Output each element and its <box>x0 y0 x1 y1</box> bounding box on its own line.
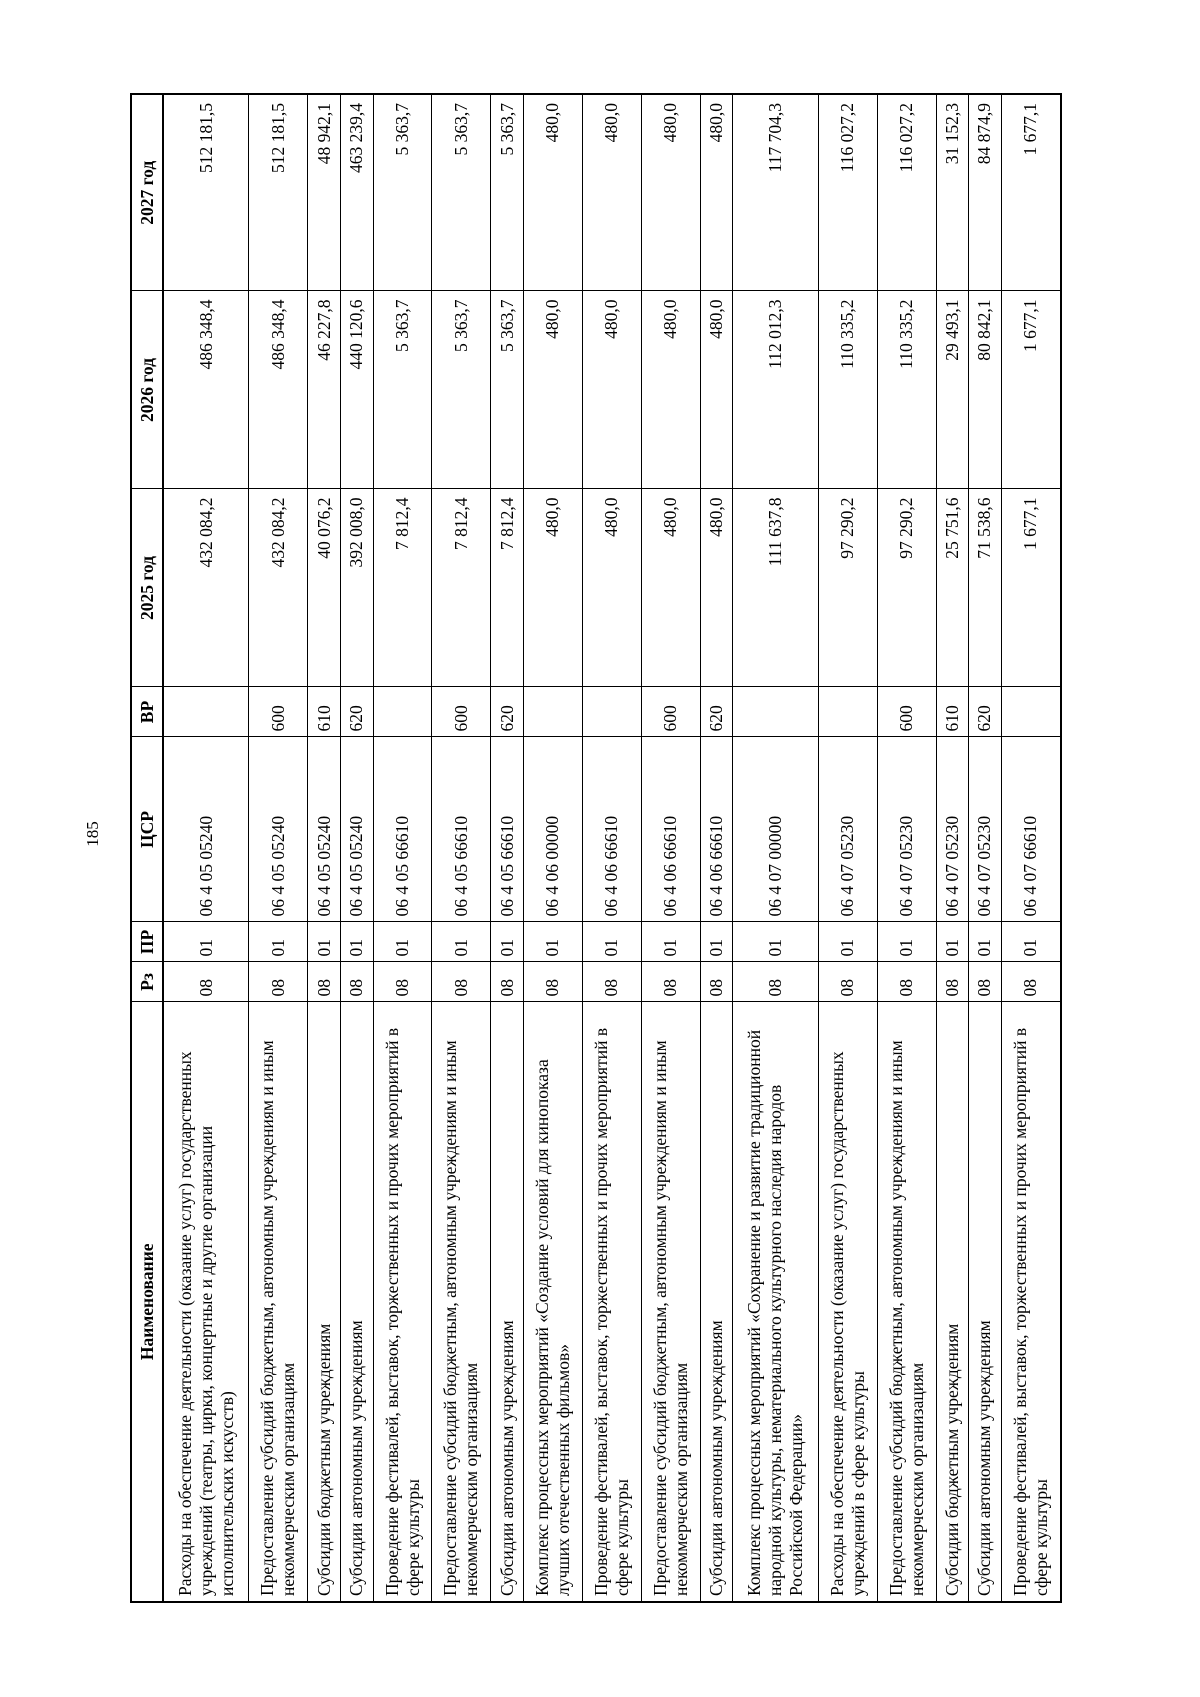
table-container <box>130 95 1062 1603</box>
cell-csr: 06 4 05 05240 <box>308 737 341 922</box>
cell-name: Предоставление субсидий бюджетным, автономным учреждениям и иным некоммерческим организациям <box>641 1002 700 1602</box>
cell-2025: 480,0 <box>524 489 583 687</box>
cell-rz: 08 <box>432 962 491 1002</box>
cell-name: Предоставление субсидий бюджетным, автономным учреждениям и иным некоммерческим организациям <box>877 1002 936 1602</box>
header-rz: Рз <box>131 962 163 1002</box>
cell-vr: 600 <box>432 687 491 737</box>
header-vr: ВР <box>131 687 163 737</box>
cell-vr <box>733 687 818 737</box>
cell-name: Субсидии автономным учреждениям <box>340 1002 373 1602</box>
cell-rz: 08 <box>969 962 1002 1002</box>
cell-pr: 01 <box>700 922 733 962</box>
header-row <box>131 94 163 1602</box>
cell-pr: 01 <box>641 922 700 962</box>
cell-vr <box>163 687 249 737</box>
table-row <box>308 94 341 1602</box>
cell-2027: 480,0 <box>524 94 583 291</box>
cell-vr: 610 <box>308 687 341 737</box>
cell-2025: 480,0 <box>582 489 641 687</box>
cell-2025: 7 812,4 <box>491 489 524 687</box>
cell-2026: 480,0 <box>641 291 700 489</box>
cell-2026: 80 842,1 <box>969 291 1002 489</box>
cell-csr: 06 4 05 66610 <box>491 737 524 922</box>
cell-pr: 01 <box>163 922 249 962</box>
cell-2027: 5 363,7 <box>491 94 524 291</box>
table-row <box>524 94 583 1602</box>
cell-pr: 01 <box>249 922 308 962</box>
cell-name: Субсидии бюджетным учреждениям <box>308 1002 341 1602</box>
cell-vr <box>818 687 877 737</box>
cell-pr: 01 <box>524 922 583 962</box>
cell-2025: 97 290,2 <box>877 489 936 687</box>
cell-vr: 600 <box>249 687 308 737</box>
cell-name: Субсидии автономным учреждениям <box>969 1002 1002 1602</box>
table-row <box>969 94 1002 1602</box>
cell-2026: 5 363,7 <box>491 291 524 489</box>
cell-name: Субсидии автономным учреждениям <box>491 1002 524 1602</box>
header-2027: 2027 год <box>131 94 163 291</box>
table-row <box>582 94 641 1602</box>
cell-rz: 08 <box>524 962 583 1002</box>
cell-2026: 110 335,2 <box>877 291 936 489</box>
table-row <box>340 94 373 1602</box>
cell-rz: 08 <box>877 962 936 1002</box>
cell-name: Проведение фестивалей, выставок, торжественных и прочих мероприятий в сфере культуры <box>1001 1002 1061 1602</box>
cell-pr: 01 <box>491 922 524 962</box>
cell-2027: 116 027,2 <box>877 94 936 291</box>
cell-vr: 620 <box>491 687 524 737</box>
page-number: 185 <box>83 821 102 847</box>
cell-2025: 7 812,4 <box>432 489 491 687</box>
cell-csr: 06 4 05 66610 <box>373 737 432 922</box>
cell-2025: 25 751,6 <box>936 489 969 687</box>
cell-pr: 01 <box>373 922 432 962</box>
cell-2025: 7 812,4 <box>373 489 432 687</box>
cell-2025: 111 637,8 <box>733 489 818 687</box>
cell-pr: 01 <box>308 922 341 962</box>
cell-2027: 31 152,3 <box>936 94 969 291</box>
cell-2025: 40 076,2 <box>308 489 341 687</box>
cell-2027: 84 874,9 <box>969 94 1002 291</box>
cell-2027: 463 239,4 <box>340 94 373 291</box>
cell-2027: 512 181,5 <box>163 94 249 291</box>
cell-2026: 46 227,8 <box>308 291 341 489</box>
cell-name: Расходы на обеспечение деятельности (оказание услуг) государственных учреждений в сфере культуры <box>818 1002 877 1602</box>
cell-2025: 1 677,1 <box>1001 489 1061 687</box>
cell-pr: 01 <box>936 922 969 962</box>
table-row <box>641 94 700 1602</box>
cell-csr: 06 4 07 05230 <box>818 737 877 922</box>
cell-2027: 480,0 <box>700 94 733 291</box>
cell-2027: 480,0 <box>582 94 641 291</box>
cell-pr: 01 <box>582 922 641 962</box>
table-header <box>131 94 163 1602</box>
table-row <box>432 94 491 1602</box>
cell-vr <box>582 687 641 737</box>
cell-pr: 01 <box>733 922 818 962</box>
cell-vr: 620 <box>969 687 1002 737</box>
cell-rz: 08 <box>340 962 373 1002</box>
cell-2026: 440 120,6 <box>340 291 373 489</box>
cell-2026: 480,0 <box>582 291 641 489</box>
table-row <box>877 94 936 1602</box>
cell-csr: 06 4 06 66610 <box>700 737 733 922</box>
cell-2026: 1 677,1 <box>1001 291 1061 489</box>
cell-pr: 01 <box>877 922 936 962</box>
cell-2025: 432 084,2 <box>163 489 249 687</box>
cell-csr: 06 4 07 00000 <box>733 737 818 922</box>
cell-2026: 480,0 <box>700 291 733 489</box>
cell-2026: 480,0 <box>524 291 583 489</box>
cell-csr: 06 4 05 05240 <box>163 737 249 922</box>
cell-2027: 1 677,1 <box>1001 94 1061 291</box>
cell-name: Расходы на обеспечение деятельности (оказание услуг) государственных учреждений (театры, цирки, концертные и другие организации исполнительских искусств) <box>163 1002 249 1602</box>
cell-rz: 08 <box>936 962 969 1002</box>
cell-name: Проведение фестивалей, выставок, торжественных и прочих мероприятий в сфере культуры <box>582 1002 641 1602</box>
cell-2025: 432 084,2 <box>249 489 308 687</box>
cell-pr: 01 <box>432 922 491 962</box>
cell-2027: 5 363,7 <box>432 94 491 291</box>
table-row <box>373 94 432 1602</box>
table-row <box>700 94 733 1602</box>
cell-rz: 08 <box>1001 962 1061 1002</box>
cell-rz: 08 <box>582 962 641 1002</box>
header-2026: 2026 год <box>131 291 163 489</box>
header-2025: 2025 год <box>131 489 163 687</box>
rotated-table-wrapper <box>130 95 1062 1603</box>
cell-rz: 08 <box>641 962 700 1002</box>
cell-vr: 620 <box>340 687 373 737</box>
table-row <box>1001 94 1061 1602</box>
cell-vr <box>373 687 432 737</box>
cell-pr: 01 <box>969 922 1002 962</box>
header-csr: ЦСР <box>131 737 163 922</box>
cell-pr: 01 <box>1001 922 1061 962</box>
cell-rz: 08 <box>818 962 877 1002</box>
cell-name: Предоставление субсидий бюджетным, автономным учреждениям и иным некоммерческим организациям <box>249 1002 308 1602</box>
cell-csr: 06 4 07 66610 <box>1001 737 1061 922</box>
cell-2027: 480,0 <box>641 94 700 291</box>
cell-csr: 06 4 07 05230 <box>877 737 936 922</box>
cell-2025: 480,0 <box>641 489 700 687</box>
cell-csr: 06 4 05 05240 <box>340 737 373 922</box>
cell-2025: 97 290,2 <box>818 489 877 687</box>
cell-vr <box>1001 687 1061 737</box>
cell-rz: 08 <box>700 962 733 1002</box>
cell-2026: 486 348,4 <box>249 291 308 489</box>
cell-rz: 08 <box>491 962 524 1002</box>
cell-2025: 480,0 <box>700 489 733 687</box>
cell-name: Комплекс процессных мероприятий «Сохранение и развитие традиционной народной культуры, нематериального культурного наследия народов Российской Федерации» <box>733 1002 818 1602</box>
cell-2027: 48 942,1 <box>308 94 341 291</box>
cell-2026: 110 335,2 <box>818 291 877 489</box>
cell-pr: 01 <box>340 922 373 962</box>
cell-csr: 06 4 05 66610 <box>432 737 491 922</box>
cell-rz: 08 <box>373 962 432 1002</box>
budget-table <box>130 93 1062 1603</box>
header-name: Наименование <box>131 1002 163 1602</box>
cell-csr: 06 4 06 66610 <box>582 737 641 922</box>
table-row <box>818 94 877 1602</box>
cell-2027: 5 363,7 <box>373 94 432 291</box>
cell-2025: 71 538,6 <box>969 489 1002 687</box>
table-row <box>249 94 308 1602</box>
header-pr: ПР <box>131 922 163 962</box>
cell-csr: 06 4 06 00000 <box>524 737 583 922</box>
cell-csr: 06 4 07 05230 <box>969 737 1002 922</box>
cell-2026: 29 493,1 <box>936 291 969 489</box>
table-row <box>163 94 249 1602</box>
cell-csr: 06 4 05 05240 <box>249 737 308 922</box>
cell-2025: 392 008,0 <box>340 489 373 687</box>
table-row <box>733 94 818 1602</box>
cell-name: Субсидии бюджетным учреждениям <box>936 1002 969 1602</box>
cell-2027: 116 027,2 <box>818 94 877 291</box>
table-body <box>163 94 1061 1602</box>
cell-name: Комплекс процессных мероприятий «Создание условий для кинопоказа лучших отечественных фильмов» <box>524 1002 583 1602</box>
cell-csr: 06 4 06 66610 <box>641 737 700 922</box>
cell-vr: 600 <box>877 687 936 737</box>
cell-vr: 620 <box>700 687 733 737</box>
cell-name: Предоставление субсидий бюджетным, автономным учреждениям и иным некоммерческим организациям <box>432 1002 491 1602</box>
cell-rz: 08 <box>308 962 341 1002</box>
cell-2026: 486 348,4 <box>163 291 249 489</box>
cell-csr: 06 4 07 05230 <box>936 737 969 922</box>
cell-name: Проведение фестивалей, выставок, торжественных и прочих мероприятий в сфере культуры <box>373 1002 432 1602</box>
cell-2026: 112 012,3 <box>733 291 818 489</box>
cell-vr: 610 <box>936 687 969 737</box>
cell-rz: 08 <box>163 962 249 1002</box>
cell-rz: 08 <box>733 962 818 1002</box>
cell-name: Субсидии автономным учреждениям <box>700 1002 733 1602</box>
cell-rz: 08 <box>249 962 308 1002</box>
table-row <box>491 94 524 1602</box>
cell-2027: 512 181,5 <box>249 94 308 291</box>
cell-pr: 01 <box>818 922 877 962</box>
cell-2026: 5 363,7 <box>373 291 432 489</box>
table-row <box>936 94 969 1602</box>
cell-2026: 5 363,7 <box>432 291 491 489</box>
cell-vr <box>524 687 583 737</box>
cell-2027: 117 704,3 <box>733 94 818 291</box>
cell-vr: 600 <box>641 687 700 737</box>
